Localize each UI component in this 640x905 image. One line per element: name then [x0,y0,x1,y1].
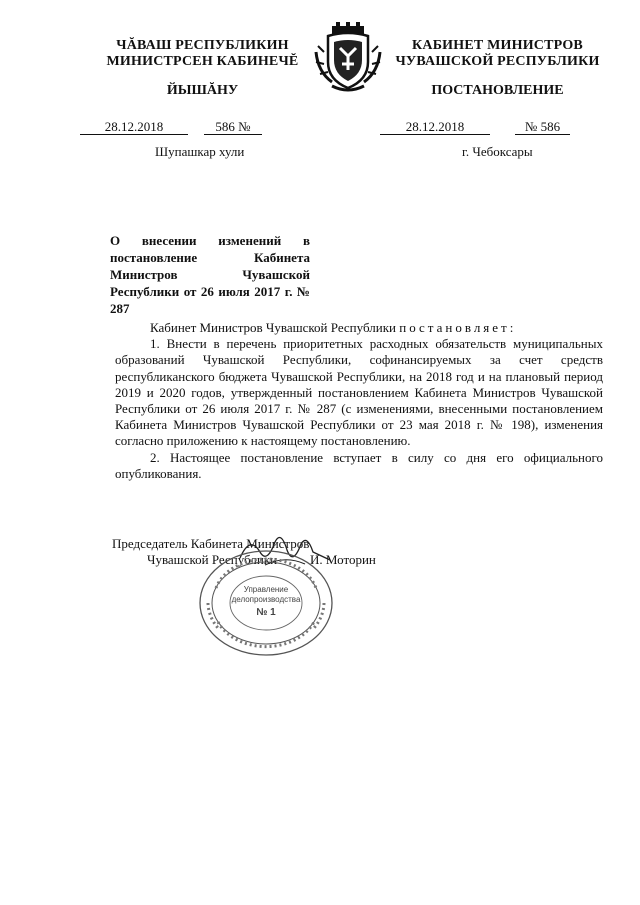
header-right [385,38,610,70]
paragraph-1: 1. Внести в перечень приоритетных расходных обязательств муниципальных образований Чувашской Республики, софинансируемых за счет средств республиканского бюджета Чувашской Республики, на 2018 год и на плановый период 2019 и 2020 годов, утвержденный постановлением Кабинета Министров Чувашской Республики от 26 июля 2017 г. № 287 (с изменениями, внесенными постановлением Кабинета Министров Чувашской Республики от 23 мая 2018 г. № 198), изменения согласно приложению к настоящему постановлению. [115,336,603,449]
right-date: 28.12.2018 [380,119,490,135]
header-left-line2: МИНИСТРСЕН КАБИНЕЧĔ [106,54,299,69]
intro-verb: постановляет: [399,320,517,335]
paragraph-2: 2. Настоящее постановление вступает в силу со дня его официального опубликования. [115,449,603,481]
header-left-line1: ЧĂВАШ РЕСПУБЛИКИН [116,38,289,53]
doctype-right: ПОСТАНОВЛЕНИЕ [431,83,564,98]
right-number: № 586 [515,119,570,135]
document-title: О внесении изменений в постановление Кабинета Министров Чувашской Республики от 26 июля 2017 г. № 287 [110,233,310,316]
document-body [115,320,603,482]
signature-position-line2: Чувашской Республики [147,552,278,567]
header-left [95,38,310,70]
intro-text: Кабинет Министров Чувашской Республики [150,320,396,335]
signature-name: И. Моторин [310,552,376,567]
left-date: 28.12.2018 [80,119,188,135]
stamp-line2: делопроизводства [231,595,301,604]
emblem-icon [312,22,384,94]
header-right-line2: ЧУВАШСКОЙ РЕСПУБЛИКИ [395,54,600,69]
stamp-seal [196,548,336,658]
header-right-line1: КАБИНЕТ МИНИСТРОВ [412,38,583,53]
signature-position-line1: Председатель Кабинета Министров [112,536,310,551]
left-place: Шупашкар хули [155,144,245,159]
intro-paragraph [115,320,603,336]
doctype-left: ЙЫШĂНУ [166,83,239,98]
stamp-line1: Управление [243,585,289,594]
stamp-line3: № 1 [256,607,276,618]
left-number: 586 № [204,119,262,135]
right-place: г. Чебоксары [462,144,533,159]
